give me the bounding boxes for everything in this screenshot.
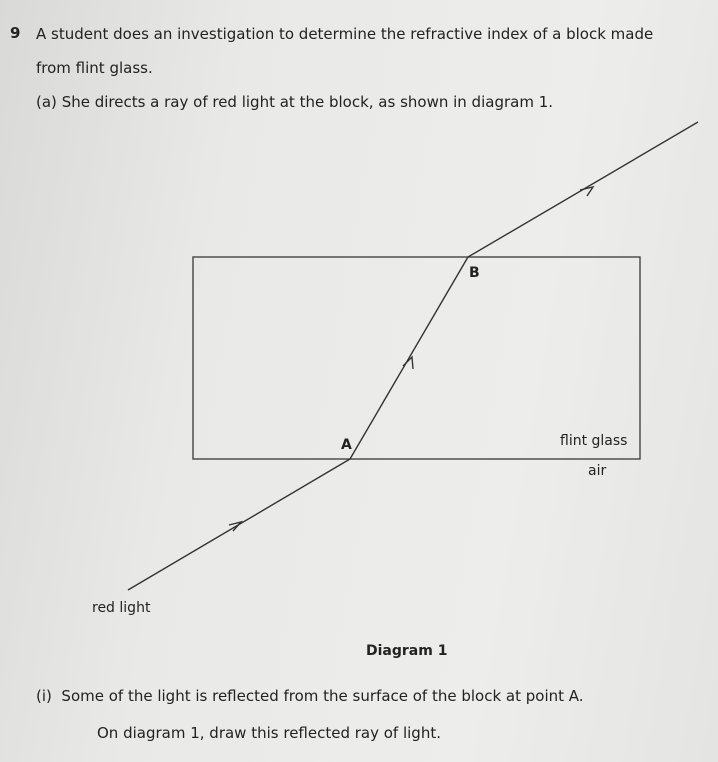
label-air: air xyxy=(588,463,607,479)
part-a-text: She directs a ray of red light at the block, as shown in diagram 1. xyxy=(61,93,554,111)
label-b: B xyxy=(469,265,480,281)
question-stem-line1: A student does an investigation to determine the refractive index of a block made xyxy=(36,25,654,43)
sub-part-i-text: Some of the light is reflected from the surface of the block at point A. xyxy=(61,687,584,705)
label-red-light: red light xyxy=(92,600,151,616)
question-number: 9 xyxy=(10,24,21,42)
part-a-label: (a) xyxy=(36,93,57,111)
emergent-ray-arrow-icon xyxy=(580,187,593,196)
sub-part-i-label: (i) xyxy=(36,687,52,705)
sub-part-i-line xyxy=(36,686,584,706)
flint-glass-block xyxy=(193,257,640,459)
refracted-ray-in-glass xyxy=(350,257,468,459)
label-a: A xyxy=(341,437,352,453)
diagram-caption: Diagram 1 xyxy=(366,643,448,659)
question-stem-line2: from flint glass. xyxy=(36,59,153,77)
label-flint-glass: flint glass xyxy=(560,433,628,449)
sub-part-instruction: On diagram 1, draw this reflected ray of light. xyxy=(97,724,441,742)
